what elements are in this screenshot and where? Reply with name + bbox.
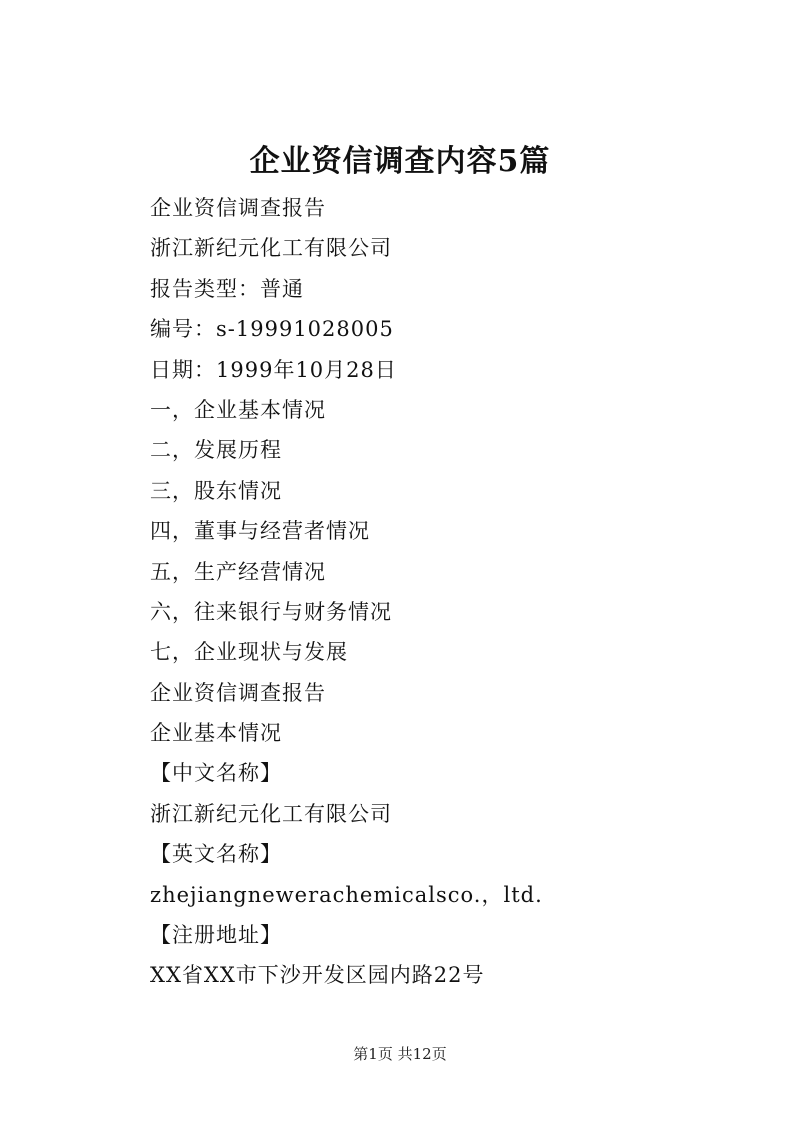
body-line: 三，股东情况 bbox=[150, 478, 282, 503]
body-line: 【注册地址】 bbox=[150, 923, 282, 948]
body-line: 【中文名称】 bbox=[150, 761, 282, 786]
body-line: 六，往来银行与财务情况 bbox=[150, 599, 392, 624]
body-line: 企业基本情况 bbox=[150, 721, 282, 746]
document-body bbox=[150, 188, 750, 996]
body-line: 企业资信调查报告 bbox=[150, 680, 326, 705]
body-line: 一，企业基本情况 bbox=[150, 397, 326, 422]
body-line: 日期：1999年10月28日 bbox=[150, 357, 397, 382]
body-line: zhejiangnewerachemicalsco.，ltd. bbox=[150, 882, 543, 907]
document-title: 企业资信调查内容5篇 bbox=[249, 144, 551, 179]
body-line: 报告类型：普通 bbox=[150, 276, 304, 301]
page-footer: 第1页 共12页 bbox=[353, 1045, 447, 1063]
body-line: 四，董事与经营者情况 bbox=[150, 519, 370, 544]
body-line: 五，生产经营情况 bbox=[150, 559, 326, 584]
body-line: 二，发展历程 bbox=[150, 438, 282, 463]
body-line: 编号：s-19991028005 bbox=[150, 317, 394, 342]
body-line: 企业资信调查报告 bbox=[150, 196, 326, 220]
body-line: 七，企业现状与发展 bbox=[150, 640, 348, 665]
body-line: 浙江新纪元化工有限公司 bbox=[150, 236, 392, 261]
body-line: 浙江新纪元化工有限公司 bbox=[150, 801, 392, 826]
body-line: XX省XX市下沙开发区园内路22号 bbox=[150, 963, 485, 988]
body-line: 【英文名称】 bbox=[150, 842, 282, 867]
